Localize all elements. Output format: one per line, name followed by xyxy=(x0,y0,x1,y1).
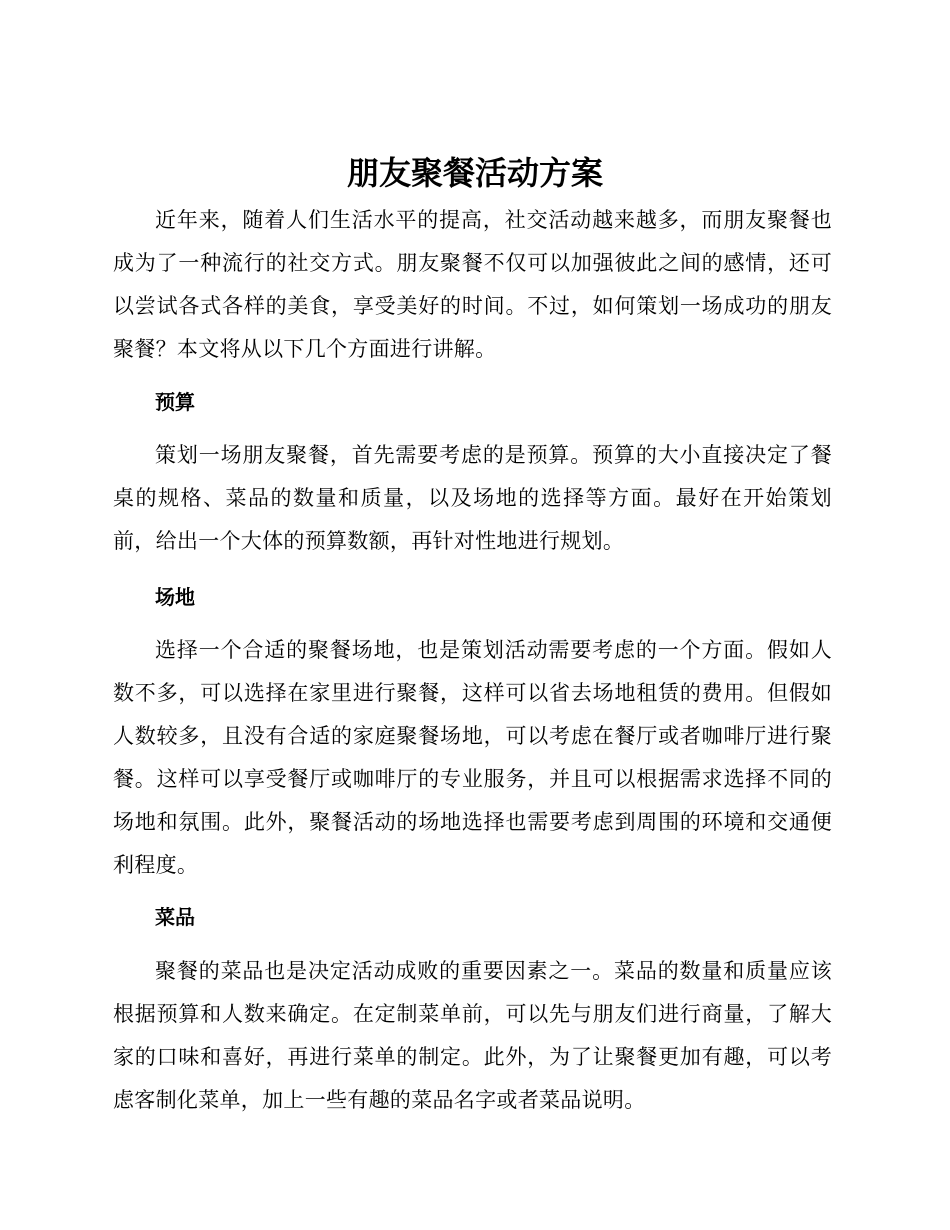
intro-paragraph: 近年来，随着人们生活水平的提高，社交活动越来越多，而朋友聚餐也成为了一种流行的社交方式。朋友聚餐不仅可以加强彼此之间的感情，还可以尝试各式各样的美食，享受美好的时间。不过，如何策划一场成功的朋友聚餐？本文将从以下几个方面进行讲解。 xyxy=(113,208,832,361)
section-paragraph-budget: 策划一场朋友聚餐，首先需要考虑的是预算。预算的大小直接决定了餐桌的规格、菜品的数量和质量，以及场地的选择等方面。最好在开始策划前，给出一个大体的预算数额，再针对性地进行规划。 xyxy=(113,443,832,553)
section-heading-dishes: 菜品 xyxy=(155,905,195,929)
section-heading-budget: 预算 xyxy=(155,390,195,414)
section-heading-venue: 场地 xyxy=(155,585,195,609)
document-title: 朋友聚餐活动方案 xyxy=(346,154,603,192)
section-paragraph-venue: 选择一个合适的聚餐场地，也是策划活动需要考虑的一个方面。假如人数不多，可以选择在家里进行聚餐，这样可以省去场地租赁的费用。但假如人数较多，且没有合适的家庭聚餐场地，可以考虑在餐厅或者咖啡厅进行聚餐。这样可以享受餐厅或咖啡厅的专业服务，并且可以根据需求选择不同的场地和氛围。此外，聚餐活动的场地选择也需要考虑到周围的环境和交通便利程度。 xyxy=(113,638,832,877)
section-paragraph-dishes: 聚餐的菜品也是决定活动成败的重要因素之一。菜品的数量和质量应该根据预算和人数来确定。在定制菜单前，可以先与朋友们进行商量，了解大家的口味和喜好，再进行菜单的制定。此外，为了让聚餐更加有趣，可以考虑客制化菜单，加上一些有趣的菜品名字或者菜品说明。 xyxy=(113,959,832,1112)
